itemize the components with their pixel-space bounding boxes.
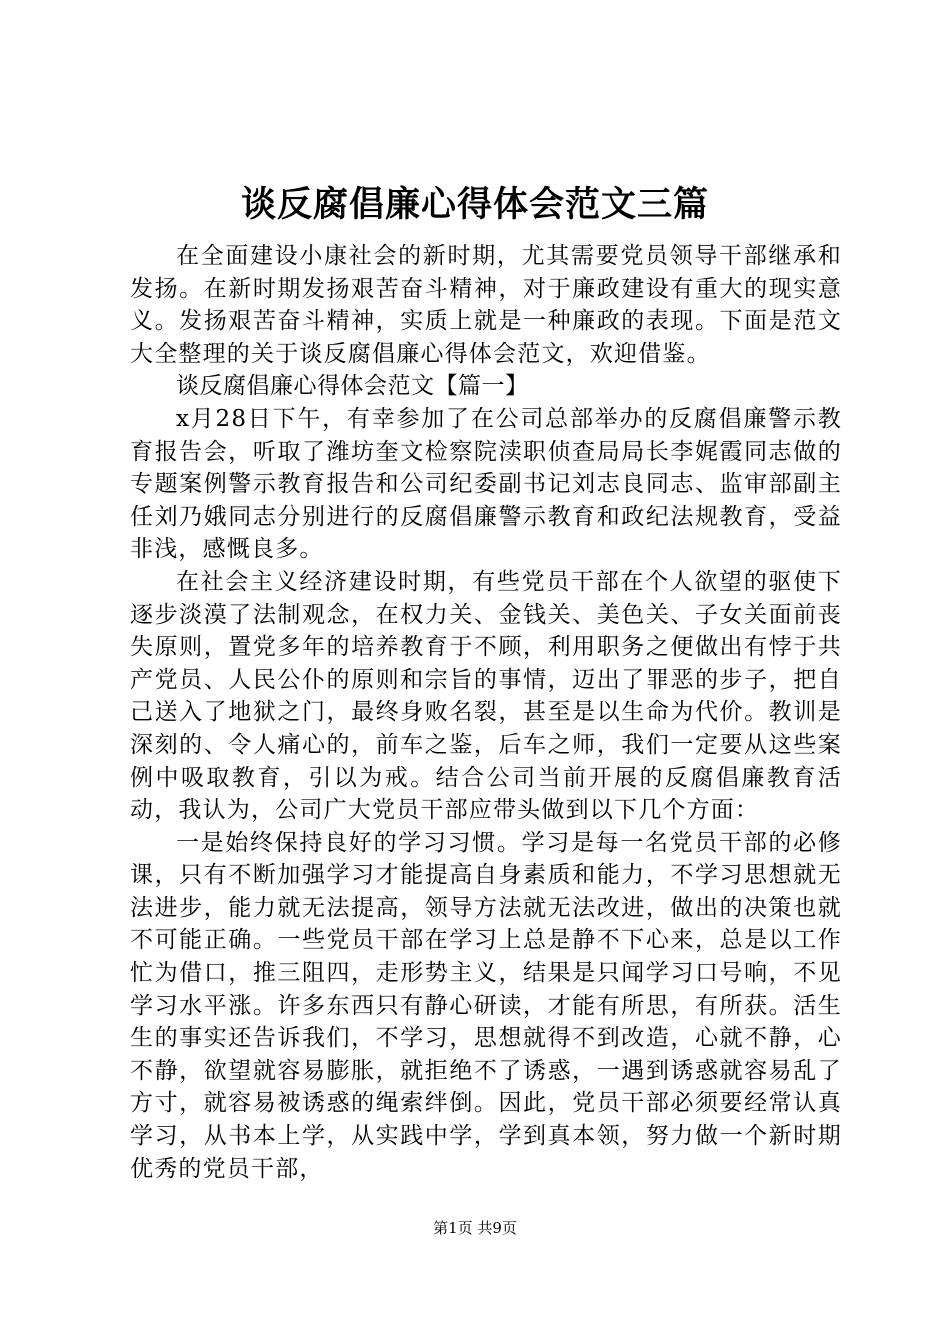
document-title: 谈反腐倡廉心得体会范文三篇 xyxy=(240,184,709,225)
intro-paragraph: 在全面建设小康社会的新时期，尤其需要党员领导干部继承和发扬。在新时期发扬艰苦奋斗精神，对于廉政建设有重大的现实意义。发扬艰苦奋斗精神，实质上就是一种廉政的表现。下面是范文大全整理的关于谈反腐倡廉心得体会范文，欢迎借鉴。 xyxy=(130,243,842,367)
body-paragraph: 在社会主义经济建设时期，有些党员干部在个人欲望的驱使下逐步淡漠了法制观念，在权力关、金钱关、美色关、子女关面前丧失原则，置党多年的培养教育于不顾，利用职务之便做出有悖于共产党员、人民公仆的原则和宗旨的事情，迈出了罪恶的步子，把自己送入了地狱之门，最终身败名裂，甚至是以生命为代价。教训是深刻的、令人痛心的，前车之鉴，后车之师，我们一定要从这些案例中吸取教育，引以为戒。结合公司当前开展的反腐倡廉教育活动，我认为，公司广大党员干部应带头做到以下几个方面： xyxy=(130,568,842,824)
body-paragraph: 一是始终保持良好的学习习惯。学习是每一名党员干部的必修课，只有不断加强学习才能提高自身素质和能力，不学习思想就无法进步，能力就无法提高，领导方法就无法改进，做出的决策也就不可能正确。一些党员干部在学习上总是静不下心来，总是以工作忙为借口，推三阻四，走形势主义，结果是只闻学习口号响，不见学习水平涨。许多东西只有静心研读，才能有所思，有所获。活生生的事实还告诉我们，不学习，思想就得不到改造，心就不静，心不静，欲望就容易膨胀，就拒绝不了诱惑，一遇到诱惑就容易乱了方寸，就容易被诱惑的绳索绊倒。因此，党员干部必须要经常认真学习，从书本上学，从实践中学，学到真本领，努力做一个新时期优秀的党员干部， xyxy=(130,829,842,1182)
page-footer: 第1页 共9页 xyxy=(433,1219,517,1237)
section-heading: 谈反腐倡廉心得体会范文【篇一】 xyxy=(176,373,529,400)
body-paragraph: x月28日下午，有幸参加了在公司总部举办的反腐倡廉警示教育报告会，听取了潍坊奎文检察院渎职侦查局局长李娓霞同志做的专题案例警示教育报告和公司纪委副书记刘志良同志、监审部副主任刘乃娥同志分别进行的反腐倡廉警示教育和政纪法规教育，受益非浅，感慨良多。 xyxy=(130,405,842,563)
document-body xyxy=(130,240,842,1185)
